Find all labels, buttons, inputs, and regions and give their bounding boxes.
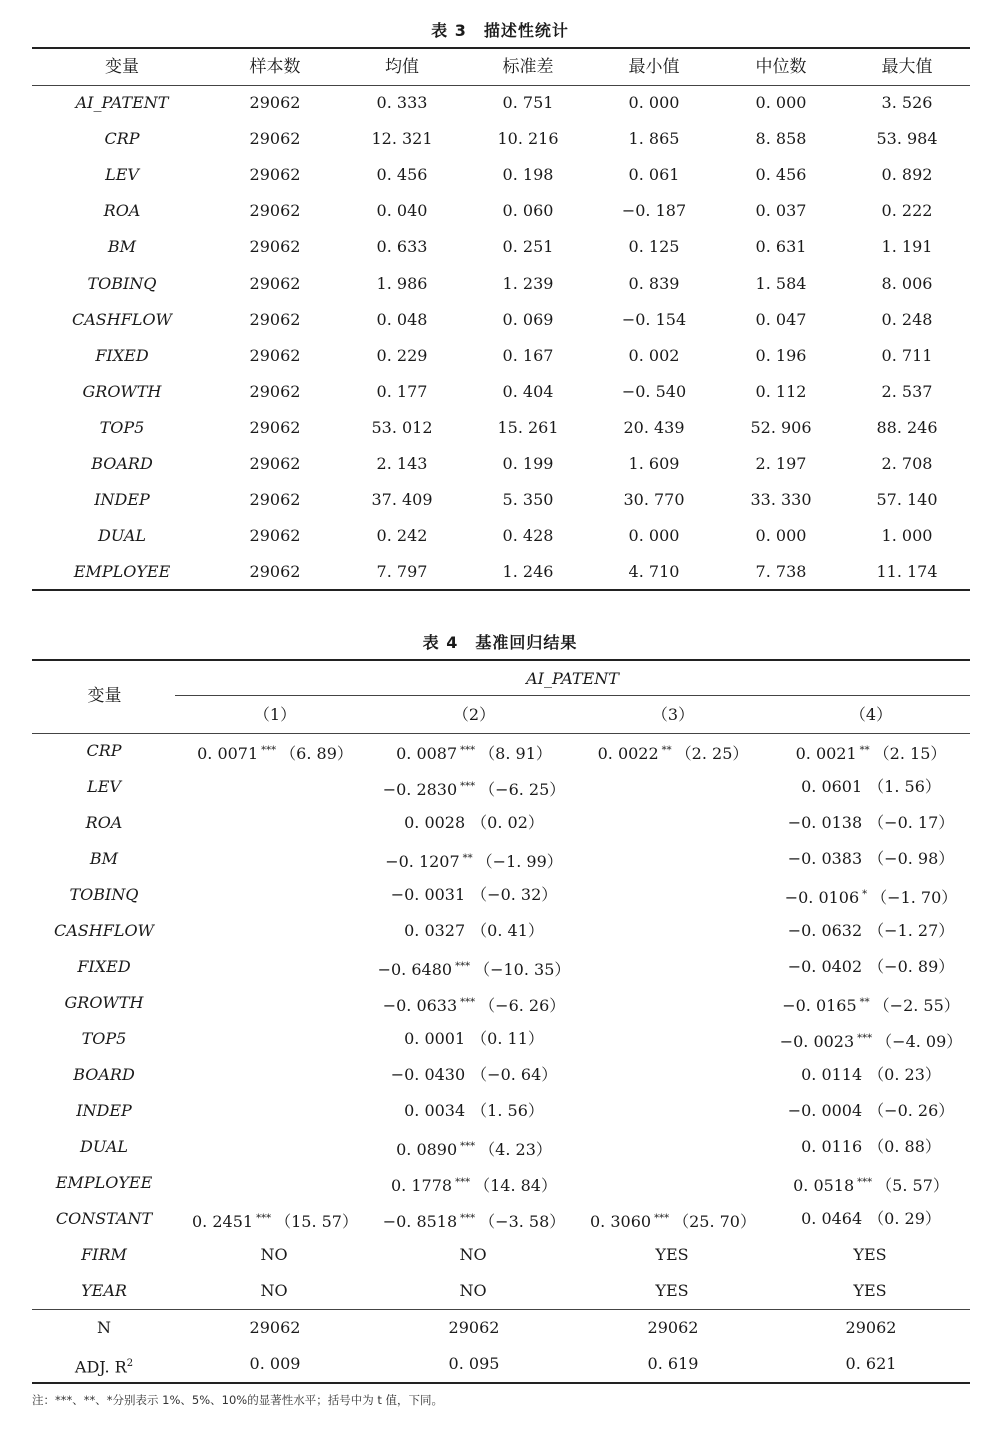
table3-cell: 0. 248: [881, 309, 933, 329]
coefficient-value: −0. 1207: [385, 852, 460, 871]
t-statistic: （−10. 35）: [474, 960, 571, 979]
table4-variable-name: FIRM: [81, 1245, 127, 1264]
table4-variable-name: FIXED: [77, 957, 131, 976]
table4-footer-cell: 0. 009: [249, 1354, 301, 1373]
table3-cell: 0. 333: [376, 93, 428, 112]
table3-cell: 3. 526: [881, 93, 933, 112]
t-statistic: （14. 84）: [474, 1176, 557, 1195]
table3-cell: 2. 143: [376, 454, 428, 473]
table3-row: [32, 374, 970, 410]
table3-variable-name: INDEP: [94, 490, 150, 510]
table3-cell: −0. 540: [621, 381, 687, 401]
table4-cell: [761, 1129, 981, 1165]
table3-cell: 11. 174: [876, 562, 938, 582]
table4-dep-var: AI_PATENT: [526, 669, 619, 688]
coefficient-value: −0. 6480: [377, 960, 453, 979]
t-statistic: （−1. 70）: [871, 888, 958, 907]
table3-cell: 29062: [249, 201, 301, 221]
table3-variable-name: BOARD: [91, 454, 153, 473]
table3-cell: 29062: [249, 381, 301, 401]
significance-stars: ***: [460, 997, 476, 1008]
table3-cell: 0. 751: [502, 93, 554, 112]
table3-cell: 0. 839: [628, 273, 680, 293]
significance-stars: ***: [857, 1033, 873, 1044]
table4-cell: [364, 949, 584, 985]
table4-variable-name: EMPLOYEE: [55, 1173, 153, 1192]
table4-footer-cell: 0. 095: [448, 1354, 500, 1373]
coefficient-value: −0. 2830: [382, 780, 458, 799]
t-statistic: （−0. 32）: [471, 885, 558, 904]
table3-cell: 29062: [249, 417, 301, 437]
t-statistic: （0. 29）: [868, 1209, 941, 1228]
t-statistic: （4. 23）: [479, 1140, 552, 1159]
table4-footer-cell: 29062: [647, 1318, 699, 1337]
table3-row: [32, 121, 970, 157]
table3-cell: 0. 198: [502, 165, 554, 185]
table4-footer-cell: 29062: [249, 1318, 301, 1337]
t-statistic: （0. 23）: [868, 1065, 941, 1084]
table4-cell: [761, 1165, 981, 1201]
table4-variable-name: LEV: [87, 777, 121, 796]
t-statistic: （−0. 64）: [471, 1065, 558, 1084]
table4-cell: [563, 1237, 783, 1273]
table4-cell: [364, 1057, 584, 1093]
table4-cell: [761, 805, 981, 841]
table4-cell: [761, 1057, 981, 1093]
significance-stars: ***: [654, 1213, 670, 1224]
table4-cell: [364, 913, 584, 949]
significance-stars: ***: [460, 745, 476, 756]
coefficient-value: 0. 0601: [801, 777, 863, 796]
coefficient-value: 0. 0071: [197, 744, 259, 763]
table3-cell: −0. 187: [621, 201, 687, 221]
table4-cell: [761, 985, 981, 1021]
coefficient-value: YES: [655, 1245, 689, 1264]
coefficient-value: 0. 0087: [396, 744, 458, 763]
table3-cell: 0. 222: [881, 201, 933, 221]
table3-cell: 29062: [249, 237, 301, 257]
significance-stars: ***: [261, 745, 277, 756]
coefficient-value: −0. 0402: [787, 957, 863, 976]
t-statistic: （−2. 55）: [873, 996, 960, 1015]
table3-header-cell: 最大值: [881, 57, 933, 77]
table4-column-header: （2）: [452, 705, 496, 724]
coefficient-value: 0. 0327: [404, 921, 466, 940]
table4-column-header: （1）: [253, 705, 297, 724]
coefficient-value: 0. 1778: [391, 1176, 453, 1195]
table3-cell: 0. 229: [376, 345, 428, 365]
table3-cell: 8. 858: [755, 129, 807, 149]
table3-cell: 8. 006: [881, 273, 933, 293]
table4-variable-name: BM: [89, 849, 119, 868]
t-statistic: （−0. 26）: [868, 1101, 955, 1120]
table3-cell: 1. 191: [881, 237, 933, 257]
table3-row: [32, 302, 970, 338]
footer-label-text: ADJ. R: [74, 1357, 127, 1377]
significance-stars: **: [859, 997, 870, 1008]
table3-cell: 37. 409: [371, 490, 433, 510]
t-statistic: （2. 15）: [873, 744, 947, 763]
table3-row: [32, 554, 970, 590]
table3-cell: 0. 633: [376, 237, 428, 257]
table4-note: 注：***、**、*分别表示 1%、5%、10%的显著性水平；括号中为 t 值，下同。: [32, 1393, 444, 1407]
table4-cell: [761, 1237, 981, 1273]
table3-cell: 0. 060: [502, 201, 554, 221]
significance-stars: ***: [857, 1177, 873, 1188]
table4-cell: [364, 1165, 584, 1201]
table3-cell: 0. 404: [502, 381, 554, 401]
table4-footer-cell: 29062: [448, 1318, 500, 1337]
table3-cell: 0. 177: [376, 381, 428, 401]
table4-footer-label: [29, 1310, 179, 1346]
table3-header-cell: 均值: [385, 57, 419, 77]
table3-row: [32, 229, 970, 265]
coefficient-value: 0. 0001: [404, 1029, 466, 1048]
table3-variable-name: TOP5: [99, 417, 145, 437]
table3-cell: 4. 710: [628, 562, 680, 582]
coefficient-value: −0. 0004: [787, 1101, 863, 1120]
table3-cell: 33. 330: [750, 490, 812, 510]
table4-variable-name: TOBINQ: [69, 885, 139, 904]
t-statistic: （1. 56）: [868, 777, 941, 796]
table3-cell: 10. 216: [497, 129, 559, 149]
table3-cell: 20. 439: [623, 417, 685, 437]
table3-variable-name: FIXED: [95, 345, 149, 365]
table3-cell: 29062: [249, 345, 301, 365]
table3-cell: 29062: [249, 273, 301, 293]
table3-variable-name: TOBINQ: [87, 273, 157, 293]
coefficient-value: 0. 0114: [801, 1065, 863, 1084]
table4-cell: [364, 841, 584, 877]
table3-row: [32, 446, 970, 482]
table3-variable-name: AI_PATENT: [75, 93, 169, 112]
t-statistic: （0. 02）: [471, 813, 544, 832]
t-statistic: （0. 88）: [868, 1137, 941, 1156]
table4-variable-name: INDEP: [76, 1101, 132, 1120]
table4-column-header: （4）: [849, 705, 893, 724]
t-statistic: （2. 25）: [675, 744, 749, 763]
table3-cell: 0. 199: [502, 454, 554, 473]
table3-cell: 0. 002: [628, 345, 680, 365]
coefficient-value: YES: [853, 1281, 887, 1300]
table4-cell: [165, 733, 385, 769]
significance-stars: **: [462, 853, 473, 864]
coefficient-value: −0. 0633: [382, 996, 458, 1015]
table4-variable-name: DUAL: [80, 1137, 128, 1156]
t-statistic: （−1. 99）: [476, 852, 563, 871]
table3-cell: 0. 112: [755, 381, 807, 401]
table3-cell: 0. 456: [376, 165, 428, 185]
table4-variable-name: YEAR: [81, 1281, 127, 1300]
table3-cell: 0. 000: [628, 526, 680, 546]
coefficient-value: −0. 0138: [787, 813, 863, 832]
table3-cell: 0. 047: [755, 309, 807, 329]
table4-cell: [761, 1093, 981, 1129]
table3-cell: 2. 197: [755, 454, 807, 473]
table4-footer-label: [29, 1346, 179, 1382]
significance-stars: ***: [460, 1141, 476, 1152]
table3-cell: 1. 584: [755, 273, 807, 293]
table3-cell: 53. 984: [876, 129, 938, 149]
table3-cell: 0. 000: [755, 526, 807, 546]
coefficient-value: YES: [655, 1281, 689, 1300]
coefficient-value: NO: [260, 1281, 288, 1300]
table3-cell: 29062: [249, 165, 301, 185]
t-statistic: （6. 89）: [280, 744, 353, 763]
table3-caption: 表 3 描述性统计: [431, 21, 569, 40]
table4-cell: [364, 1021, 584, 1057]
table3-cell: 0. 631: [755, 237, 807, 257]
table4-variable-name: CASHFLOW: [54, 921, 154, 940]
coefficient-value: 0. 0034: [404, 1101, 466, 1120]
table4-cell: [761, 1273, 981, 1309]
table3-cell: 0. 242: [376, 526, 428, 546]
table3-cell: 0. 125: [628, 237, 680, 257]
coefficient-value: NO: [260, 1245, 288, 1264]
t-statistic: （−4. 09）: [876, 1032, 963, 1051]
coefficient-value: 0. 0028: [404, 813, 466, 832]
table4-variable-name: CONSTANT: [55, 1209, 153, 1228]
table4-cell: [364, 1273, 584, 1309]
t-statistic: （25. 70）: [673, 1212, 756, 1231]
table3-cell: 0. 040: [376, 201, 428, 221]
table4-cell: [364, 985, 584, 1021]
coefficient-value: NO: [459, 1245, 487, 1264]
significance-stars: ***: [460, 1213, 476, 1224]
table3-variable-name: LEV: [105, 165, 139, 185]
coefficient-value: −0. 0023: [779, 1032, 855, 1051]
table3-cell: 7. 738: [755, 562, 807, 582]
table3-header-cell: 标准差: [502, 57, 554, 77]
coefficient-value: 0. 2451: [192, 1212, 254, 1231]
table3-cell: 7. 797: [376, 562, 428, 582]
footer-label-superscript: 2: [126, 1358, 134, 1369]
t-statistic: （0. 41）: [471, 921, 544, 940]
coefficient-value: 0. 0518: [793, 1176, 855, 1195]
coefficient-value: 0. 3060: [590, 1212, 652, 1231]
table3-variable-name: GROWTH: [82, 381, 162, 401]
table3-cell: 1. 000: [881, 526, 933, 546]
table3-cell: 88. 246: [876, 417, 938, 437]
t-statistic: （15. 57）: [275, 1212, 358, 1231]
coefficient-value: 0. 0022: [597, 744, 659, 763]
table4-cell: [165, 1237, 385, 1273]
coefficient-value: 0. 0890: [396, 1140, 458, 1159]
table4-cell: [364, 877, 584, 913]
table3-cell: 15. 261: [497, 417, 559, 437]
table3-header-cell: 最小值: [628, 57, 680, 77]
table3-row: [32, 410, 970, 446]
table3-variable-name: DUAL: [98, 526, 146, 546]
table3-bottom-rule: [32, 589, 970, 591]
table4-footer-cell: 29062: [845, 1318, 897, 1337]
table3-cell: 1. 865: [628, 129, 680, 149]
table3-cell: 0. 456: [755, 165, 807, 185]
table4-cell: [364, 733, 584, 769]
table4-caption: 表 4 基准回归结果: [422, 633, 578, 652]
t-statistic: （−3. 58）: [479, 1212, 566, 1231]
table4-variable-name: GROWTH: [64, 993, 144, 1012]
table4-cell: [364, 1237, 584, 1273]
table4-cell: [563, 733, 783, 769]
table4-cell: [364, 1129, 584, 1165]
t-statistic: （1. 56）: [471, 1101, 544, 1120]
significance-stars: ***: [460, 781, 476, 792]
coefficient-value: YES: [853, 1245, 887, 1264]
table3-cell: 57. 140: [876, 490, 938, 510]
table4-column-header: （3）: [651, 705, 695, 724]
table3-cell: 0. 196: [755, 345, 807, 365]
significance-stars: ***: [455, 1177, 471, 1188]
table3-variable-name: EMPLOYEE: [73, 562, 171, 582]
table4-cell: [761, 769, 981, 805]
coefficient-value: −0. 0430: [390, 1065, 466, 1084]
table3-row: [32, 266, 970, 302]
table3-cell: 29062: [249, 526, 301, 546]
coefficient-value: 0. 0116: [801, 1137, 863, 1156]
t-statistic: （−0. 17）: [868, 813, 955, 832]
table3-cell: 29062: [249, 454, 301, 473]
table3-cell: 0. 069: [502, 309, 554, 329]
table3-row: [32, 482, 970, 518]
table3-cell: 29062: [249, 129, 301, 149]
table4-cell: [761, 877, 981, 913]
table3-cell: 2. 537: [881, 381, 933, 401]
coefficient-value: −0. 0383: [787, 849, 863, 868]
table4-cell: [761, 949, 981, 985]
table3-cell: 0. 037: [755, 201, 807, 221]
table3-cell: 1. 986: [376, 273, 428, 293]
table4-cell: [761, 733, 981, 769]
table4-cell: [761, 1201, 981, 1237]
table4-cell: [761, 913, 981, 949]
table4-cell: [165, 1201, 385, 1237]
table3-cell: 0. 000: [628, 93, 680, 112]
table4-cell: [761, 841, 981, 877]
table3-cell: 53. 012: [371, 417, 433, 437]
table4-variable-name: ROA: [85, 813, 123, 832]
table3-variable-name: CASHFLOW: [72, 309, 172, 329]
coefficient-value: −0. 0106: [784, 888, 860, 907]
table4-footer-cell: 0. 619: [647, 1354, 699, 1373]
coefficient-value: NO: [459, 1281, 487, 1300]
coefficient-value: 0. 0464: [801, 1209, 863, 1228]
table3-cell: 1. 609: [628, 454, 680, 473]
table4-var-header: 变量: [87, 686, 122, 706]
coefficient-value: −0. 0165: [782, 996, 857, 1015]
table3-cell: 0. 251: [502, 237, 554, 257]
table3-row: [32, 157, 970, 193]
significance-stars: ***: [455, 961, 471, 972]
table4-cell: [364, 1093, 584, 1129]
table3-cell: 1. 246: [502, 562, 554, 582]
significance-stars: **: [661, 745, 672, 756]
table3-cell: 1. 239: [502, 273, 554, 293]
table3-header-cell: 变量: [105, 57, 139, 77]
table3-cell: 0. 061: [628, 165, 680, 185]
t-statistic: （0. 11）: [471, 1029, 544, 1048]
coefficient-value: −0. 0031: [390, 885, 466, 904]
table3-variable-name: BM: [107, 237, 137, 257]
table3-cell: 29062: [249, 562, 301, 582]
table4-variable-name: CRP: [86, 741, 122, 760]
table4-cell: [165, 1273, 385, 1309]
t-statistic: （−0. 89）: [868, 957, 955, 976]
table3-cell: 0. 000: [755, 93, 807, 112]
table4-cell: [563, 1201, 783, 1237]
table3-variable-name: CRP: [104, 129, 140, 149]
table4-variable-name: TOP5: [81, 1029, 127, 1048]
table4-variable-name: BOARD: [73, 1065, 135, 1084]
table3-cell: −0. 154: [621, 309, 687, 329]
t-statistic: （8. 91）: [479, 744, 552, 763]
coefficient-value: −0. 0632: [787, 921, 863, 940]
t-statistic: （−1. 27）: [868, 921, 955, 940]
table3-header-row: [32, 49, 970, 85]
table3-cell: 52. 906: [750, 417, 812, 437]
table4-cell: [364, 1201, 584, 1237]
table3-header-cell: 样本数: [249, 57, 301, 77]
table3-cell: 0. 711: [881, 345, 933, 365]
table3-cell: 0. 892: [881, 165, 933, 185]
significance-stars: *: [862, 889, 868, 900]
table3-cell: 0. 167: [502, 345, 554, 365]
t-statistic: （−6. 26）: [479, 996, 566, 1015]
table3-cell: 12. 321: [371, 129, 433, 149]
footer-label-text: N: [97, 1318, 111, 1337]
table3-cell: 2. 708: [881, 454, 933, 473]
table3-cell: 29062: [249, 93, 301, 112]
table3-cell: 29062: [249, 490, 301, 510]
table4-cell: [364, 805, 584, 841]
table3-cell: 5. 350: [502, 490, 554, 510]
table3-cell: 30. 770: [623, 490, 685, 510]
table3-cell: 0. 048: [376, 309, 428, 329]
table3-cell: 29062: [249, 309, 301, 329]
t-statistic: （5. 57）: [876, 1176, 949, 1195]
table3-header-cell: 中位数: [755, 57, 807, 77]
t-statistic: （−0. 98）: [868, 849, 955, 868]
significance-stars: **: [859, 745, 870, 756]
table3-row: [32, 85, 970, 121]
coefficient-value: 0. 0021: [795, 744, 857, 763]
table3-variable-name: ROA: [103, 201, 141, 221]
table3-row: [32, 518, 970, 554]
significance-stars: ***: [256, 1213, 272, 1224]
table4-footer-cell: 0. 621: [845, 1354, 897, 1373]
table3-row: [32, 338, 970, 374]
table3-row: [32, 193, 970, 229]
table4-cell: [563, 1273, 783, 1309]
table4-cell: [364, 769, 584, 805]
coefficient-value: −0. 8518: [382, 1212, 458, 1231]
table4-bottom-rule: [32, 1382, 970, 1384]
t-statistic: （−6. 25）: [479, 780, 566, 799]
table3-cell: 0. 428: [502, 526, 554, 546]
table4-dep-var-rule: [175, 695, 970, 696]
table4-cell: [761, 1021, 981, 1057]
